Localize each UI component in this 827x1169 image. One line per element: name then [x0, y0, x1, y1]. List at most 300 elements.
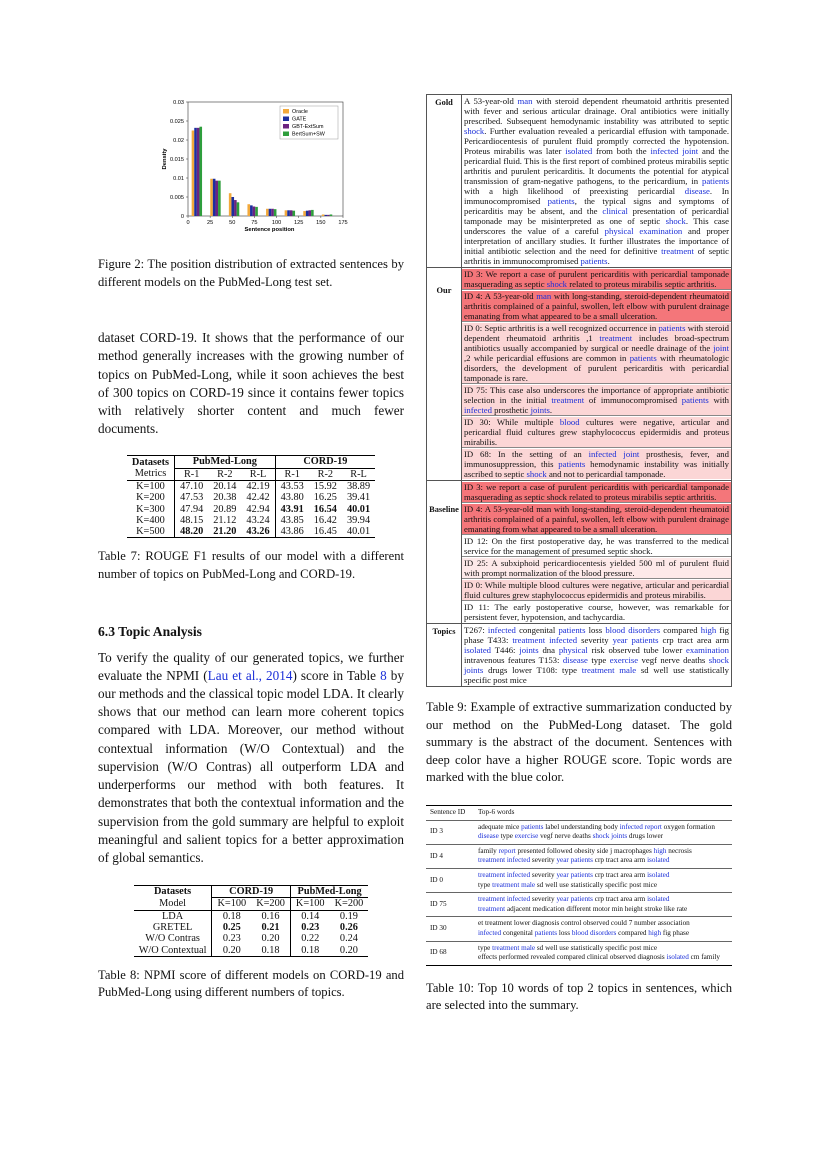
- legend-label: BertSum+SW: [292, 131, 325, 138]
- topic-word: patients: [658, 323, 686, 333]
- table-8: [134, 885, 369, 957]
- text-run: fig phase: [661, 928, 690, 937]
- topic-word: patients: [534, 928, 558, 937]
- t7-cell: 48.20: [175, 526, 209, 538]
- text-run: with a high likelihood of preexisting pericardial: [464, 186, 685, 196]
- topic-word: patients: [629, 353, 657, 363]
- t7-cell: 38.89: [346, 481, 371, 492]
- text-run: A 53-year-old: [464, 96, 518, 106]
- topic-word: high: [653, 846, 667, 855]
- t7-cell: 40.01: [342, 526, 375, 538]
- t8-cell: 0.14: [301, 910, 320, 922]
- bar-oracle: [285, 210, 288, 216]
- topic-word: exercise: [609, 655, 639, 665]
- text-run: with steroid dependent rheumatoid arthritis presented with fever and serious articular drainage. Oral antibiotics were initially prescribed. Subsequent hemodynamic instability was attributed to septic: [464, 96, 729, 126]
- topic-word: disease: [478, 832, 499, 841]
- t9-baseline-sentences: [462, 481, 732, 624]
- t10-topic-line: [478, 905, 728, 915]
- para-part-b: ) score in Table: [292, 667, 381, 683]
- text-run: cultures were negative, articular and pericardial fluid cultures grew staphylococcus epidermidis and proteus mirabilis.: [464, 417, 729, 447]
- t8-h-pubmed: PubMed-Long: [290, 886, 368, 898]
- citation-link[interactable]: Lau et al., 2014: [207, 667, 293, 683]
- topic-word: year patients: [556, 856, 593, 865]
- topic-word: high: [648, 928, 662, 937]
- text-run: dna: [538, 645, 559, 655]
- topic-word: shock: [546, 279, 568, 289]
- text-run: risk observed tube lower: [587, 645, 687, 655]
- text-run: fig phase T433:: [464, 625, 730, 645]
- bar-gate: [269, 209, 272, 216]
- topic-word: treatment male: [492, 880, 536, 889]
- bar-gbt-extsum: [271, 209, 274, 216]
- text-run: severity: [530, 856, 557, 865]
- text-run: of immunocompromised: [584, 395, 682, 405]
- x-axis-label: Sentence position: [244, 227, 295, 233]
- t8-row: [134, 910, 369, 922]
- summary-sentence: [462, 482, 731, 503]
- text-run: ID 30: While multiple: [464, 417, 560, 427]
- y-tick-label: 0.01: [173, 176, 184, 182]
- text-run: crp tract area arm: [592, 895, 648, 904]
- t8-row-model: LDA: [134, 910, 212, 922]
- topic-word: report: [498, 846, 516, 855]
- summary-sentence: [462, 536, 731, 557]
- bar-gbt-extsum: [234, 200, 237, 216]
- t7-cell: 21.20: [208, 526, 241, 538]
- para-part-c: by our methods and the classical topic model LDA. It clearly shows that our method can learn more coherent topics compared with LDA. Moreover, our method without contextual information (W/O Contextual) and the supervision (W/O Contras) all outperform LDA and underperforms our method with both features. It demonstrates that both the contextual information and the supervision from the gold summary are helpful to exploit meaningful and salient topics for a better approximation of global semantics.: [98, 667, 404, 865]
- summary-sentence: [462, 449, 731, 479]
- t7-row: [127, 492, 375, 503]
- bar-bertsum-sw: [311, 210, 314, 216]
- t8-row-model: W/O Contextual: [134, 945, 212, 957]
- t7-cell: 42.94: [241, 504, 275, 515]
- t10-top-words: [474, 917, 732, 941]
- legend-label: Oracle: [292, 109, 308, 116]
- legend-swatch: [283, 109, 289, 114]
- text-run: crp tract area arm: [658, 635, 729, 645]
- y-tick-label: 0.03: [173, 100, 184, 106]
- t8-cell: 0.18: [222, 910, 241, 922]
- summary-sentence: [462, 269, 731, 290]
- text-run: severity: [530, 870, 557, 879]
- t8-cell: 0.20: [330, 945, 369, 957]
- right-column: [426, 94, 732, 1015]
- section-6-3-paragraph: [98, 649, 404, 867]
- topic-word: shock: [464, 126, 485, 136]
- text-run: ID 3: We report a case of purulent pericarditis with pericardial tamponade masquerading as septic: [464, 269, 729, 289]
- x-tick-label: 75: [251, 220, 258, 226]
- text-run: ID 4: A 53-year-old: [464, 291, 537, 301]
- para-part-a: To verify the quality of our generated topics, we further evaluate the NPMI (: [98, 649, 404, 683]
- bar-oracle: [210, 179, 213, 216]
- text-run: et treatment lower diagnosis control observed could 7 number association: [478, 919, 690, 928]
- t8-row: [134, 945, 369, 957]
- bar-gate: [287, 210, 290, 216]
- bar-oracle: [229, 193, 232, 216]
- topic-word: examination: [686, 645, 729, 655]
- t10-sentence-id: ID 4: [426, 844, 474, 868]
- topic-word: isolated: [647, 870, 670, 879]
- topic-word: shock joints: [464, 655, 729, 675]
- t7-row-k: K=400: [127, 515, 175, 526]
- table-10: [426, 805, 732, 966]
- bar-bertsum-sw: [292, 211, 295, 216]
- topic-word: year patients: [556, 895, 593, 904]
- topic-word: treatment male: [581, 665, 637, 675]
- t8-col: K=100: [212, 898, 251, 910]
- text-run: loss: [585, 625, 606, 635]
- text-run: hemodynamic instability was initially ascribed to septic: [464, 459, 729, 479]
- t8-cell: 0.16: [251, 910, 290, 922]
- text-run: sd well use statistically specific post mice: [535, 943, 658, 952]
- text-run: T446:: [491, 645, 520, 655]
- t8-row-model: GRETEL: [134, 922, 212, 933]
- t7-cell: 43.26: [241, 526, 275, 538]
- t8-cell: 0.21: [251, 922, 290, 933]
- text-run: necrosis: [666, 846, 692, 855]
- t7-row-k: K=300: [127, 504, 175, 515]
- t8-cell: 0.18: [290, 945, 329, 957]
- t8-col: K=200: [330, 898, 369, 910]
- t9-our-row: [427, 268, 732, 481]
- text-run: compared: [660, 625, 701, 635]
- y-axis-label: Density: [162, 148, 168, 170]
- table-7-caption: Table 7: ROUGE F1 results of our model with a different number of topics on PubMed-Long and CORD-19.: [98, 549, 404, 582]
- bar-gate: [250, 205, 253, 216]
- x-tick-label: 50: [229, 220, 236, 226]
- t7-h-cord: CORD-19: [275, 456, 375, 468]
- t7-cell: 16.42: [313, 514, 337, 526]
- table-8-ref-link[interactable]: 8: [380, 667, 387, 683]
- text-run: loss: [557, 928, 572, 937]
- t7-cell: 43.86: [275, 526, 309, 538]
- text-run: adjacent medication different motor min height stroke like rate: [505, 904, 688, 913]
- text-run: crp tract area arm: [592, 870, 648, 879]
- t9-our-sentences: [462, 268, 732, 481]
- t7-cell: 43.91: [280, 503, 304, 515]
- topic-word: disease: [562, 655, 588, 665]
- t9-topics-text: [462, 624, 732, 687]
- text-run: ID 25: A subxiphoid pericardiocentesis yielded 500 ml of purulent fluid with prompt normalization of the blood pressure.: [464, 558, 729, 578]
- text-run: type: [587, 655, 610, 665]
- t10-row: [426, 917, 732, 941]
- t7-cell: 40.01: [346, 503, 371, 515]
- legend-label: GBT-ExtSum: [292, 124, 324, 131]
- topic-word: joint: [713, 343, 729, 353]
- topic-word: treatment: [661, 246, 694, 256]
- t8-row: [134, 933, 369, 944]
- topic-word: patients: [547, 196, 575, 206]
- bar-gate: [213, 179, 216, 216]
- text-run: prosthesis, fever, and immunosuppression, this: [464, 449, 729, 469]
- summary-sentence: [462, 385, 731, 416]
- x-tick-label: 125: [294, 220, 304, 226]
- text-run: type: [478, 943, 493, 952]
- text-run: ID 3: we report a case of purulent pericarditis with pericardial tamponade masquerading as septic shock related to proteus mirabilis septic arthritis.: [464, 482, 729, 502]
- bar-bertsum-sw: [330, 214, 333, 216]
- text-run: with: [708, 395, 729, 405]
- t8-cell: 0.23: [222, 933, 241, 945]
- text-run: ID 12: On the first postoperative day, he was transferred to the medical service for the management of presumed septic shock.: [464, 536, 729, 556]
- text-run: T267:: [464, 625, 488, 635]
- t7-h-datasets: Datasets: [127, 456, 175, 468]
- bar-gbt-extsum: [308, 210, 311, 216]
- t7-cell: 39.94: [346, 514, 371, 526]
- table-7-wrap: [98, 455, 404, 538]
- text-run: drugs lower T108: type: [483, 665, 582, 675]
- text-run: with steroid dependent rheumatoid arthritis ,1: [464, 323, 729, 343]
- topic-word: joints: [530, 405, 550, 415]
- topic-word: infected: [464, 405, 492, 415]
- bar-gbt-extsum: [215, 181, 218, 216]
- bar-oracle: [192, 131, 195, 217]
- summary-sentence: [462, 602, 731, 622]
- t8-row-model: W/O Contras: [134, 933, 212, 944]
- t7-cell: 16.45: [309, 526, 342, 538]
- table-8-caption: Table 8: NPMI score of different models on CORD-19 and PubMed-Long using different numbers of topics.: [98, 967, 404, 1000]
- text-run: sd well use statistically specific post mice: [535, 880, 658, 889]
- topic-word: disease: [684, 186, 710, 196]
- topic-word: patients: [681, 395, 709, 405]
- t10-sentence-id: ID 68: [426, 941, 474, 965]
- t7-col: R-1: [275, 468, 309, 480]
- topic-word: treatment infected: [512, 635, 578, 645]
- t7-cell: 39.41: [346, 492, 371, 504]
- text-run: from both the: [592, 146, 651, 156]
- legend-swatch: [283, 117, 289, 122]
- t7-cell: 43.85: [280, 514, 304, 526]
- bar-bertsum-sw: [218, 181, 221, 216]
- t7-cell: 48.15: [180, 514, 204, 526]
- t7-col: R-L: [241, 468, 275, 480]
- t8-cell: 0.20: [251, 933, 290, 944]
- t8-cell: 0.25: [222, 922, 241, 933]
- text-run: ,2 while pericardial effusions are common in: [464, 353, 630, 363]
- t10-sentence-id: ID 30: [426, 917, 474, 941]
- t10-topic-line: [478, 944, 728, 954]
- topic-word: infected: [478, 928, 502, 937]
- topic-word: man: [517, 96, 533, 106]
- t8-h-datasets: Datasets: [134, 886, 212, 898]
- t8-cell: 0.26: [339, 922, 358, 933]
- topic-word: patients: [701, 176, 729, 186]
- bar-oracle: [247, 204, 250, 216]
- t8-cell: 0.24: [339, 933, 358, 945]
- text-run: ID 0: Septic arthritis is a well recognized occurrence in: [464, 323, 659, 333]
- topic-word: infected joint: [650, 146, 699, 156]
- topic-word: exercise: [514, 832, 539, 841]
- t7-row: [127, 515, 375, 526]
- x-tick-label: 150: [316, 220, 326, 226]
- t10-sentence-id: ID 0: [426, 868, 474, 892]
- topic-word: man: [536, 291, 552, 301]
- y-tick-label: 0.015: [170, 157, 184, 163]
- text-run: sd well use statistically specific post mice: [464, 665, 729, 685]
- text-run: oxygen formation: [661, 822, 715, 831]
- t7-cell: 43.53: [280, 481, 304, 492]
- t9-baseline-row: [427, 481, 732, 624]
- topic-word: clinical: [602, 206, 628, 216]
- text-run: and proper interpretation of ancillary studies. It further illustrates the importance of initial antibiotic selection and the need for definitive: [464, 226, 729, 256]
- topic-word: patients: [558, 459, 586, 469]
- t10-topic-line: [478, 832, 728, 842]
- text-run: ID 68: In the setting of an: [464, 449, 589, 459]
- legend-swatch: [283, 132, 289, 137]
- t7-cell: 47.94: [180, 503, 204, 515]
- text-run: ID 11: The early postoperative course, however, was remarkable for persistent fever, hypotension, and tachycardia.: [464, 602, 729, 622]
- topic-word: treatment male: [492, 943, 536, 952]
- t7-cell: 16.54: [313, 503, 337, 515]
- table-9-caption: Table 9: Example of extractive summarization conducted by our method on the PubMed-Long dataset. The gold summary is the abstract of the document. Sentences with deep color have a higher ROUGE score. Topic words are marked with the blue color.: [426, 700, 732, 785]
- figure-2-caption: Figure 2: The position distribution of extracted sentences by different models on the PubMed-Long test set.: [98, 257, 404, 289]
- bar-gbt-extsum: [327, 215, 330, 216]
- text-run: adequate mice: [478, 822, 522, 831]
- t10-topic-line: [478, 929, 728, 939]
- topic-word: year patients: [556, 870, 593, 879]
- t10-topic-line: [478, 881, 728, 891]
- t7-row-k: K=200: [127, 492, 175, 503]
- bar-bertsum-sw: [199, 127, 202, 216]
- text-run: label understanding body: [543, 822, 620, 831]
- text-run: related to proteus mirabilis septic arthritis.: [567, 279, 717, 289]
- text-run: prosthetic: [491, 405, 531, 415]
- t7-col: R-L: [342, 468, 375, 480]
- bar-oracle: [266, 209, 269, 216]
- t7-col: R-2: [208, 468, 241, 480]
- text-run: . This case underscores the value of a careful: [464, 216, 729, 236]
- summary-sentence: [462, 417, 731, 448]
- topic-word: infected report: [619, 822, 662, 831]
- t10-topic-line: [478, 856, 728, 866]
- text-run: intravenous features T153:: [464, 655, 563, 665]
- topic-word: isolated: [666, 953, 689, 962]
- t8-cell: 0.23: [301, 922, 320, 933]
- text-run: . In immunocompromised: [464, 186, 729, 206]
- t10-top-words: [474, 941, 732, 965]
- x-tick-label: 25: [207, 220, 214, 226]
- t8-cell: 0.19: [339, 910, 358, 922]
- text-run: of septic arthritis in immunocompromised: [464, 246, 729, 266]
- t9-gold-row: [427, 95, 732, 268]
- bar-gbt-extsum: [197, 128, 200, 216]
- t10-sentence-id: ID 75: [426, 893, 474, 917]
- t8-cell: 0.18: [251, 945, 290, 957]
- t8-h-model: Model: [134, 898, 212, 910]
- t10-top-words: [474, 844, 732, 868]
- bar-oracle: [322, 214, 325, 216]
- paragraph-cord: dataset CORD-19. It shows that the performance of our method generally increases with the growing number of topics on PubMed-Long, while it soon achieves the best of 300 topics on CORD-19 since it contains fewer topics with relatively shorter content and much fewer documents.: [98, 330, 404, 437]
- t10-topic-line: [478, 895, 728, 905]
- topic-word: blood disorders: [571, 928, 617, 937]
- legend-swatch: [283, 124, 289, 129]
- topic-word: shock: [526, 469, 547, 479]
- t9-topics-label: Topics: [427, 624, 462, 687]
- text-run: .: [607, 256, 610, 266]
- text-run: ID 0: While multiple blood cultures were negative, articular and pericardial fluid cultures grew staphylococcus epidermidis and proteus mirabilis.: [464, 580, 729, 600]
- text-run: type: [498, 832, 515, 841]
- legend-label: GATE: [292, 116, 307, 123]
- topic-word: physical: [558, 645, 588, 655]
- text-run: congenital: [501, 928, 535, 937]
- table-9: [426, 94, 732, 687]
- x-tick-label: 0: [186, 220, 190, 226]
- t7-cell: 43.80: [280, 492, 304, 504]
- t10-row: [426, 820, 732, 844]
- table-7: [127, 455, 375, 538]
- topic-word: isolated: [565, 146, 593, 156]
- topic-word: infected joint: [588, 449, 640, 459]
- topic-word: isolated: [647, 856, 670, 865]
- bar-gbt-extsum: [290, 210, 293, 216]
- t10-top-words: [474, 893, 732, 917]
- text-run: cm family: [688, 953, 720, 962]
- t9-topics-row: [427, 624, 732, 687]
- t10-topic-line: [478, 847, 728, 857]
- summary-sentence: [462, 291, 731, 322]
- bar-gate: [306, 211, 309, 216]
- x-tick-label: 175: [338, 220, 348, 226]
- text-run: and the pericardial fluid. This is the first report of combined proteus mirabilis septic arthritis and purulent pericarditis. It documents the potential for atypical transmission of gram-negative pathogens, to the pericardium, in: [464, 146, 729, 186]
- t7-cell: 42.42: [241, 492, 275, 503]
- text-run: presented followed obesity side j macrophages: [515, 846, 654, 855]
- t10-top-words: [474, 868, 732, 892]
- t8-h-cord: CORD-19: [212, 886, 290, 898]
- t7-cell: 47.53: [180, 492, 204, 504]
- y-tick-label: 0.005: [170, 195, 184, 201]
- text-run: with long-standing, steroid-dependent rheumatoid arthritis complained of a painful, swollen, left elbow with purulent drainage emanating from what appeared to be a small ulceration.: [464, 291, 730, 321]
- figure-2-chart: [98, 96, 404, 246]
- topic-word: treatment: [551, 395, 585, 405]
- t10-row: [426, 893, 732, 917]
- t10-row: [426, 941, 732, 965]
- section-6-3-title: 6.3 Topic Analysis: [98, 623, 202, 639]
- text-run: compared: [616, 928, 649, 937]
- t7-row: [127, 481, 375, 493]
- text-run: vegf nerve deaths: [538, 832, 593, 841]
- t7-row: [127, 526, 375, 538]
- topic-word: patients: [580, 256, 608, 266]
- t9-gold-label: Gold: [427, 95, 462, 268]
- text-run: includes broad-spectrum antibiotics usually accompanied by surgical or needle drainage of the: [464, 333, 729, 353]
- table-8-wrap: [98, 885, 404, 957]
- x-tick-label: 100: [271, 220, 282, 226]
- t7-cell: 47.10: [180, 481, 204, 492]
- t8-cell: 0.22: [301, 933, 320, 945]
- t7-cell: 20.38: [213, 492, 237, 504]
- topic-word: joints: [519, 645, 539, 655]
- t7-col: R-1: [175, 468, 209, 480]
- text-run: vegf nerve deaths: [638, 655, 709, 665]
- t9-gold-text: [462, 95, 732, 268]
- topic-word: treatment: [478, 904, 506, 913]
- text-run: severity: [530, 895, 557, 904]
- y-tick-label: 0.02: [173, 138, 184, 144]
- t10-sentence-id: ID 3: [426, 820, 474, 844]
- text-run: presentation of pericardial tamponade may be misinterpreted as one of septic: [464, 206, 729, 226]
- text-run: . Further evaluation revealed a pericardial effusion with tamponade. Pericardiocentesis of purulent fluid promptly corrected the hypotension. Proteus mirabilis was later: [464, 126, 729, 156]
- t7-cell: 43.24: [241, 515, 275, 526]
- t7-row: [127, 504, 375, 515]
- summary-sentence: [462, 558, 731, 579]
- summary-sentence: [462, 323, 731, 384]
- bar-oracle: [303, 211, 306, 216]
- figure-2: [98, 96, 404, 246]
- t8-col: K=100: [290, 898, 329, 910]
- table-10-caption: Table 10: Top 10 words of top 2 topics in sentences, which are selected into the summary.: [426, 980, 732, 1013]
- text-run: crp tract area arm: [592, 856, 648, 865]
- text-run: , the typical signs and symptoms of pericarditis may be absent, and the: [464, 196, 729, 216]
- y-tick-label: 0: [180, 214, 184, 220]
